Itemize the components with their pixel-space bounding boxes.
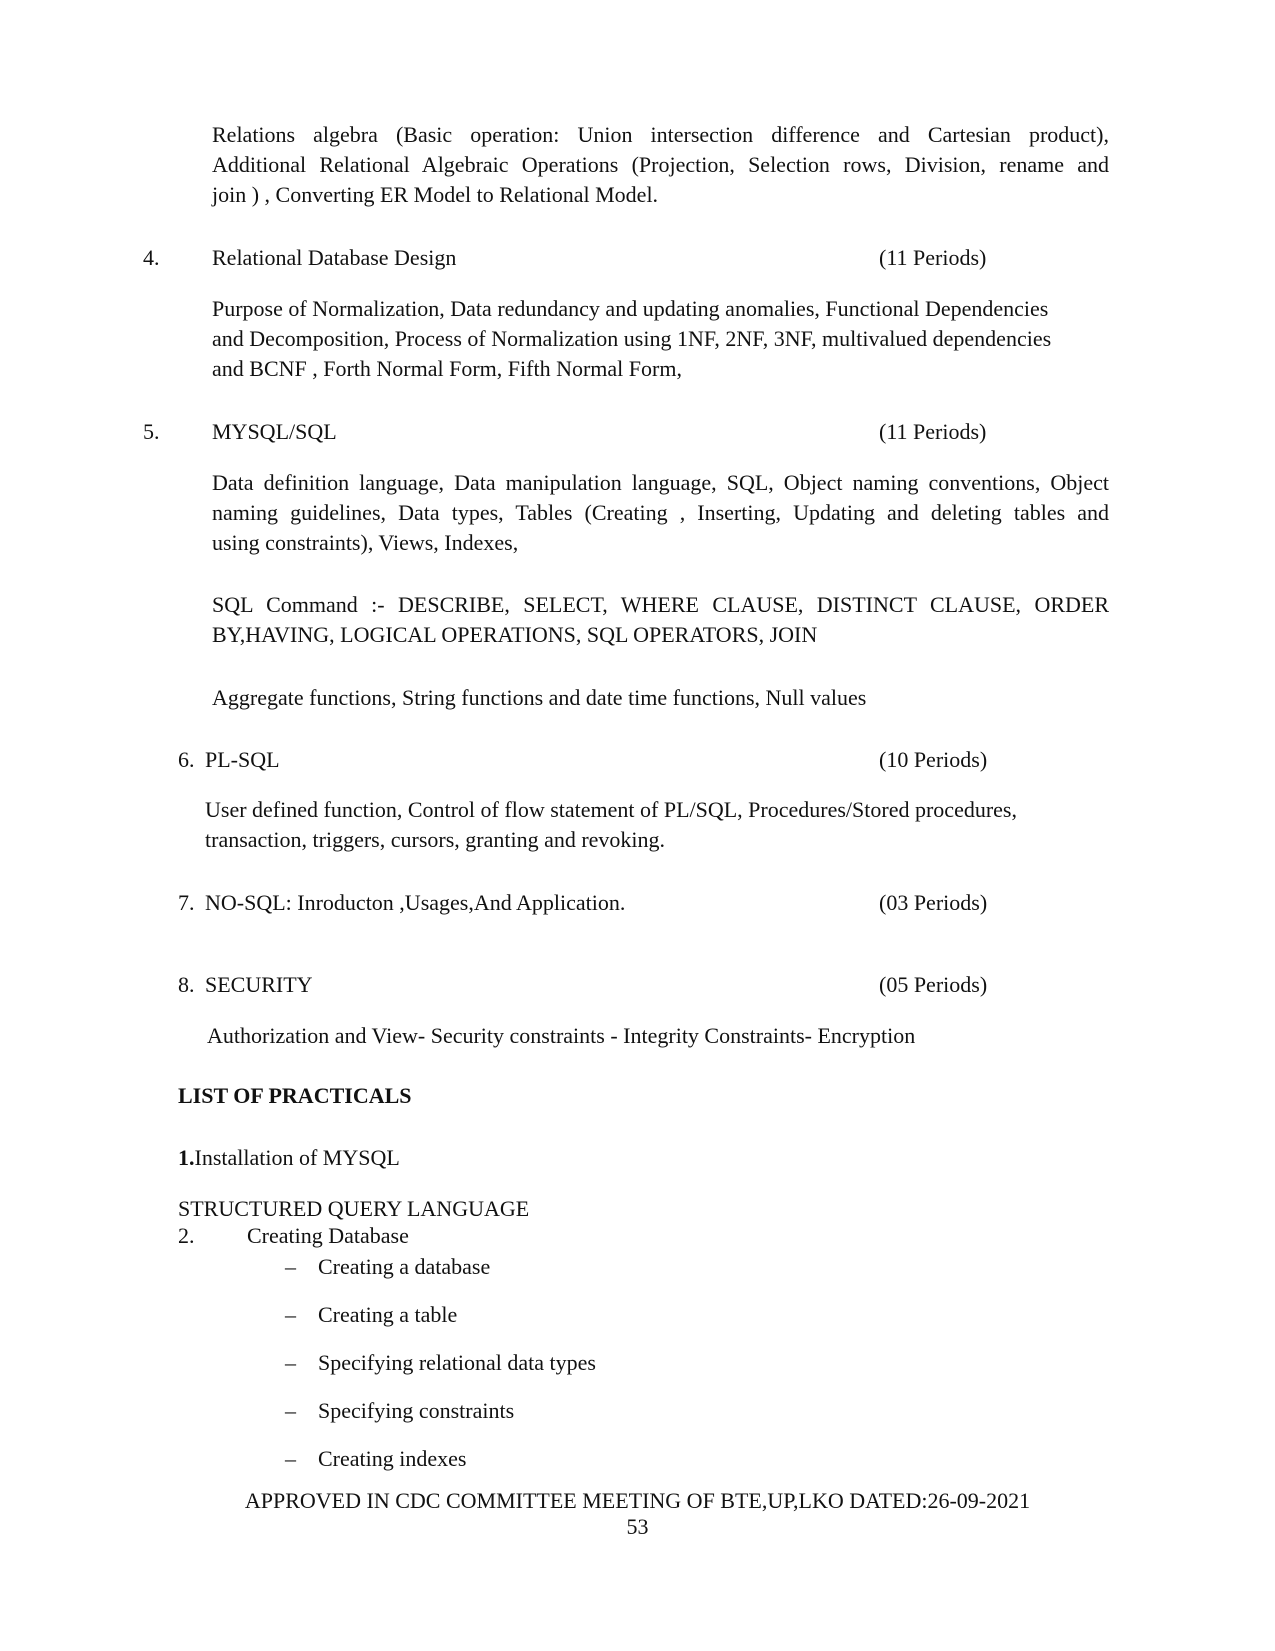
section-5-number: 5. bbox=[143, 419, 160, 444]
section-5-title: MYSQL/SQL bbox=[212, 419, 337, 444]
section-8-body: Authorization and View- Security constraints - Integrity Constraints- Encryption bbox=[207, 1023, 916, 1048]
practicals-heading: LIST OF PRACTICALS bbox=[178, 1083, 412, 1108]
section-7-periods: (03 Periods) bbox=[879, 890, 988, 915]
section-6-number: 6. bbox=[178, 747, 195, 772]
intro-line: join ) , Converting ER Model to Relational Model. bbox=[212, 182, 659, 207]
section-4-line: Purpose of Normalization, Data redundancy and updating anomalies, Functional Dependencies bbox=[212, 296, 1049, 321]
subitem-text: Creating a database bbox=[318, 1254, 491, 1279]
intro-line: Additional Relational Algebraic Operations (Projection, Selection rows, Division, rename and bbox=[212, 152, 1109, 177]
section-6-title: PL-SQL bbox=[205, 747, 280, 772]
section-4-body bbox=[212, 294, 1109, 384]
section-5-sql-commands bbox=[212, 590, 1109, 650]
dash-bullet: – bbox=[285, 1302, 296, 1327]
practical-item-1-number: 1. bbox=[178, 1145, 195, 1170]
section-4-line: and BCNF , Forth Normal Form, Fifth Normal Form, bbox=[212, 356, 682, 381]
section-6-periods: (10 Periods) bbox=[879, 747, 988, 772]
practical-item-2-text: Creating Database bbox=[247, 1223, 409, 1248]
intro-line: Relations algebra (Basic operation: Union intersection difference and Cartesian product), bbox=[212, 122, 1109, 147]
section-7-number: 7. bbox=[178, 890, 195, 915]
section-8-title: SECURITY bbox=[205, 972, 313, 997]
practical-item-1-text: Installation of MYSQL bbox=[194, 1145, 400, 1170]
section-6-body bbox=[205, 795, 1075, 855]
section-5-functions: Aggregate functions, String functions and date time functions, Null values bbox=[212, 685, 867, 710]
section-6-line: transaction, triggers, cursors, granting and revoking. bbox=[205, 827, 666, 852]
subitem-text: Creating a table bbox=[318, 1302, 458, 1327]
practical-item-2-number: 2. bbox=[178, 1223, 195, 1248]
section-8-periods: (05 Periods) bbox=[879, 972, 988, 997]
section-4-number: 4. bbox=[143, 245, 160, 270]
section-4-line: and Decomposition, Process of Normalization using 1NF, 2NF, 3NF, multivalued dependencies bbox=[212, 326, 1052, 351]
section-6-line: User defined function, Control of flow statement of PL/SQL, Procedures/Stored procedures, bbox=[205, 797, 1017, 822]
section-4-periods: (11 Periods) bbox=[879, 245, 987, 270]
section-8-number: 8. bbox=[178, 972, 195, 997]
section-5-line: using constraints), Views, Indexes, bbox=[212, 530, 519, 555]
dash-bullet: – bbox=[285, 1254, 296, 1279]
subitem-text: Specifying constraints bbox=[318, 1398, 515, 1423]
practical-item-1 bbox=[178, 1143, 400, 1173]
subitem-text: Creating indexes bbox=[318, 1446, 467, 1471]
dash-bullet: – bbox=[285, 1446, 296, 1471]
dash-bullet: – bbox=[285, 1398, 296, 1423]
dash-bullet: – bbox=[285, 1350, 296, 1375]
subitem-text: Specifying relational data types bbox=[318, 1350, 596, 1375]
section-5-line: Data definition language, Data manipulation language, SQL, Object naming conventions, Object bbox=[212, 470, 1109, 495]
section-5-line: naming guidelines, Data types, Tables (Creating , Inserting, Updating and deleting tables and bbox=[212, 500, 1109, 525]
section-5-body bbox=[212, 468, 1109, 558]
approval-footer: APPROVED IN CDC COMMITTEE MEETING OF BTE,UP,LKO DATED:26-09-2021 bbox=[244, 1488, 1031, 1513]
section-7-title: NO-SQL: Inroducton ,Usages,And Application. bbox=[205, 890, 626, 915]
page-number: 53 bbox=[626, 1514, 649, 1539]
section-5-sql-line: SQL Command :- DESCRIBE, SELECT, WHERE CLAUSE, DISTINCT CLAUSE, ORDER bbox=[212, 592, 1109, 617]
practicals-subheading: STRUCTURED QUERY LANGUAGE bbox=[178, 1196, 530, 1221]
section-5-sql-line: BY,HAVING, LOGICAL OPERATIONS, SQL OPERATORS, JOIN bbox=[212, 622, 818, 647]
section-4-title: Relational Database Design bbox=[212, 245, 457, 270]
intro-paragraph bbox=[212, 120, 1109, 210]
section-5-periods: (11 Periods) bbox=[879, 419, 987, 444]
